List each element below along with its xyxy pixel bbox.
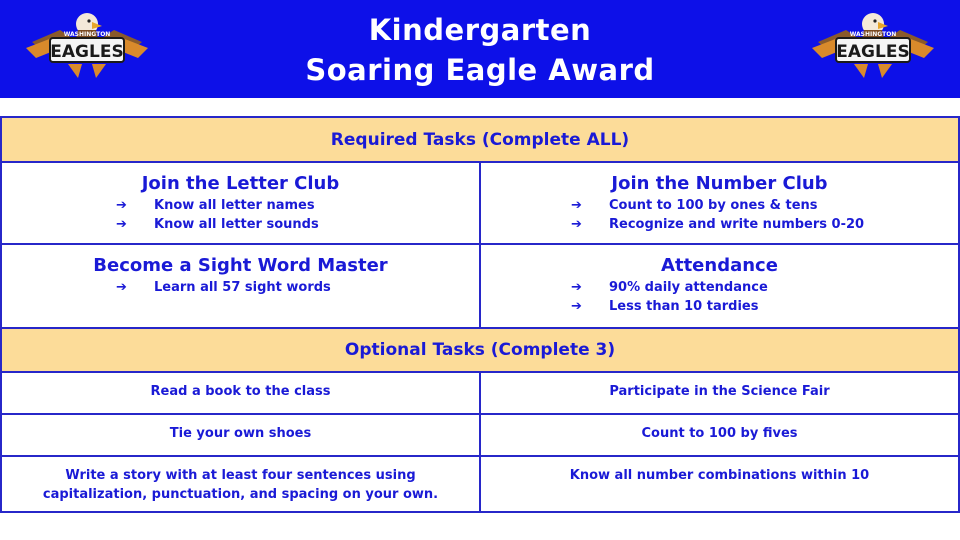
svg-text:WASHINGTON: WASHINGTON [849,31,897,38]
list-item: ➔ Recognize and write numbers 0-20 [571,217,865,232]
arrow-icon: ➔ [571,299,582,314]
task-letter-club [1,162,480,244]
list-item: ➔ Count to 100 by ones & tens [571,198,818,213]
arrow-icon: ➔ [116,198,127,213]
list-item: ➔ Less than 10 tardies [571,299,759,314]
list-item: ➔ Learn all 57 sight words [116,280,331,295]
header-banner [0,0,960,98]
task-items [2,196,479,234]
task-number-club [480,162,959,244]
optional-task: Read a book to the class [1,372,480,414]
task-items [481,278,958,316]
title-line-2: Soaring Eagle Award [305,53,655,87]
optional-task: Count to 100 by fives [480,414,959,456]
list-item: ➔ Know all letter names [116,198,315,213]
svg-text:WASHINGTON: WASHINGTON [63,31,111,38]
optional-task: Know all number combinations within 10 [480,456,959,512]
optional-task: Tie your own shoes [1,414,480,456]
task-sight-word-master [1,244,480,328]
task-title: Attendance [661,255,778,276]
list-item: ➔ 90% daily attendance [571,280,768,295]
eagles-logo-right [808,8,938,84]
task-items [2,278,479,297]
task-title: Join the Number Club [611,173,828,194]
arrow-icon: ➔ [116,280,127,295]
svg-text:EAGLES: EAGLES [50,42,124,62]
list-item: ➔ Know all letter sounds [116,217,319,232]
required-tasks-heading: Required Tasks (Complete ALL) [1,117,959,162]
award-table [0,116,960,513]
task-attendance [480,244,959,328]
optional-tasks-heading: Optional Tasks (Complete 3) [1,328,959,372]
arrow-icon: ➔ [571,280,582,295]
arrow-icon: ➔ [571,198,582,213]
task-title: Become a Sight Word Master [93,255,388,276]
optional-task: Participate in the Science Fair [480,372,959,414]
svg-text:EAGLES: EAGLES [836,42,910,62]
arrow-icon: ➔ [571,217,582,232]
optional-task: Write a story with at least four sentences using capitalization, punctuation, and spacing on your own. [1,456,480,512]
task-title: Join the Letter Club [141,173,340,194]
title-line-1: Kindergarten [368,13,592,47]
task-items [481,196,958,234]
arrow-icon: ➔ [116,217,127,232]
